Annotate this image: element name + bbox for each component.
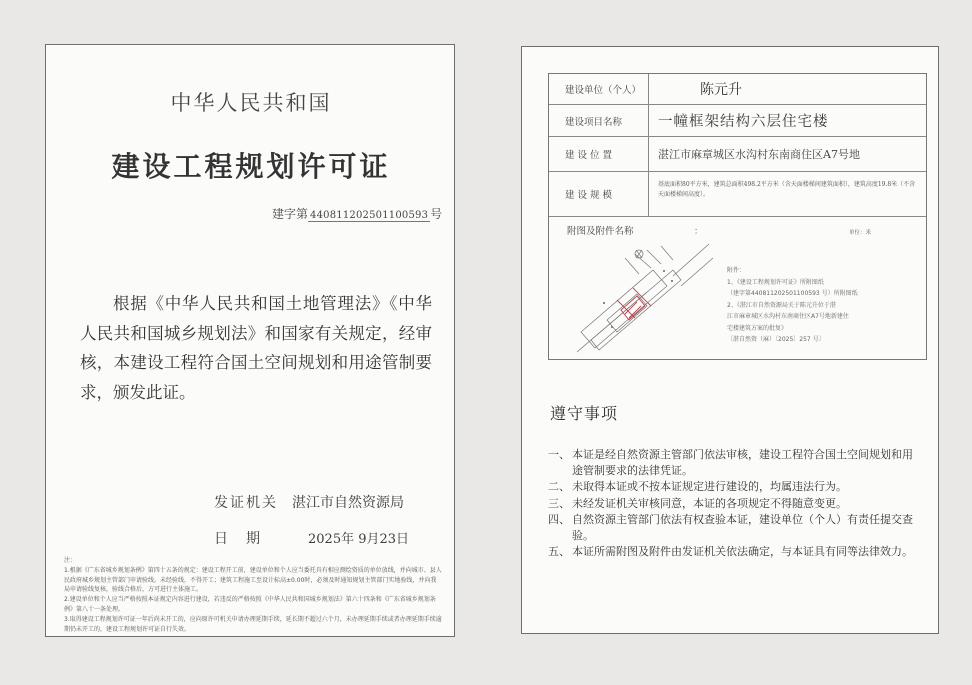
certificate-notes xyxy=(64,556,442,634)
note-item: 1.根据《广东省城乡规划条例》第四十五条的规定：建设工程开工前，建设单位和个人应当委托具有相应测绘资质的单位放线，并向城市、县人民政府城乡规划主管部门申请验线。未经验线，不得开工；建筑工程施工至设计标高±0.00时，必须及时通知规划主管部门实地验线，并向我局申请验线复核，验线合格后，方可进行主体施工。 xyxy=(64,566,442,594)
rule-text: 未取得本证或不按本证规定进行建设的，均属违法行为。 xyxy=(572,480,847,494)
attachment-list xyxy=(727,265,917,346)
table-row xyxy=(549,172,926,217)
rule-item xyxy=(548,447,916,479)
attachment-heading: 附件： xyxy=(727,267,746,274)
issuer-label: 发证机关 xyxy=(214,495,278,511)
project-name-value: 一幢框架结构六层住宅楼 xyxy=(658,114,829,130)
site-plan-drawing xyxy=(577,240,715,358)
rule-number: 四、 xyxy=(548,512,570,526)
note-heading: 注： xyxy=(64,557,77,564)
rule-item xyxy=(548,512,916,544)
scale-value: 基底面积80平方米，建筑总面积498.2平方米（含天面楼梯间建筑面积），建筑高度19.8米（不含天面楼梯间高度）。 xyxy=(658,181,916,198)
note-item: 2.建设单位和个人应当严格按照本证规定内容进行建设，若违反的严格按照《中华人民共和国城乡规划法》第六十四条和《广东省城乡规划条例》第八十一条处理。 xyxy=(64,596,436,613)
rule-text: 本证是经自然资源主管部门依法审核，建设工程符合国土空间规划和用途管制要求的法律凭证。 xyxy=(572,448,913,478)
attachment-line: 〔湛自然资（麻）〔2025〕257 号〕 xyxy=(727,336,825,343)
rule-text: 自然资源主管部门依法有权查验本证，建设单位（个人）有责任提交查验。 xyxy=(572,512,913,543)
rule-number: 二、 xyxy=(548,480,570,494)
rules-list xyxy=(548,447,916,560)
rule-text: 未经发证机关审核同意，本证的各项规定不得随意变更。 xyxy=(572,496,847,510)
rules-title: 遵守事项 xyxy=(550,404,619,423)
rule-number: 三、 xyxy=(548,496,570,510)
rule-item xyxy=(548,544,916,560)
permit-number-prefix: 建字第 xyxy=(272,207,309,221)
note-item: 3.取得建设工程规划许可证一年后尚未开工的，应向原许可机关申请办理延期手续，延长期不超过六个月，未办理延期手续或者办理延期手续逾期仍未开工的，建设工程规划许可证自行失效。 xyxy=(64,615,442,633)
project-info-table xyxy=(548,73,927,360)
attachment-line: 江市麻章城区水沟村东南商住区A7号地新建住 xyxy=(727,313,849,320)
attachment-line: 2、《湛江市自然资源局关于陈元升位于湛 xyxy=(727,301,836,309)
certificate-body-text: 根据《中华人民共和国土地管理法》《中华人民共和国城乡规划法》和国家有关规定，经审核，本建设工程符合国土空间规划和用途管制要求，颁发此证。 xyxy=(80,294,432,402)
attachment-line: 1、《建设工程规划许可证》所附图纸 xyxy=(727,278,824,286)
rule-number: 一、 xyxy=(548,448,570,461)
rule-number: 五、 xyxy=(548,545,570,559)
row-label: 建 设 位 置 xyxy=(549,137,649,171)
row-label: 建设项目名称 xyxy=(549,105,649,136)
permit-number xyxy=(272,205,442,222)
row-label: 建设单位（个人） xyxy=(549,74,649,104)
attachments-label: 附图及附件名称 xyxy=(567,226,634,237)
issuer-value: 湛江市自然资源局 xyxy=(292,495,404,511)
permit-number-suffix: 号 xyxy=(430,207,443,221)
permit-number-value: 440811202501100593 xyxy=(310,210,429,221)
rule-item xyxy=(548,496,916,512)
unit-note: 单位：米 xyxy=(849,230,872,236)
row-label: 建 设 规 模 xyxy=(549,172,649,216)
rule-text: 本证所需附图及附件由发证机关依法确定，与本证具有同等法律效力。 xyxy=(572,545,913,559)
date-label: 日期 xyxy=(214,531,278,547)
location-value: 湛江市麻章城区水沟村东南商住区A7号地 xyxy=(658,148,860,161)
table-row xyxy=(549,74,926,105)
certificate-left-page xyxy=(45,44,455,637)
attachment-line: 宅楼建筑方案的批复》 xyxy=(727,324,788,332)
table-row xyxy=(549,137,926,172)
date-value: 2025年 9月23日 xyxy=(308,532,410,547)
certificate-right-page xyxy=(521,46,939,634)
table-row xyxy=(549,105,926,137)
country-name: 中华人民共和国 xyxy=(170,91,332,115)
certificate-title: 建设工程规划许可证 xyxy=(111,150,391,183)
attachments-mark: ： xyxy=(694,227,704,237)
rule-item xyxy=(548,479,916,495)
applicant-value: 陈元升 xyxy=(700,82,742,98)
attachment-line: （建字第440811202501100593 号）所附图纸 xyxy=(727,290,858,297)
